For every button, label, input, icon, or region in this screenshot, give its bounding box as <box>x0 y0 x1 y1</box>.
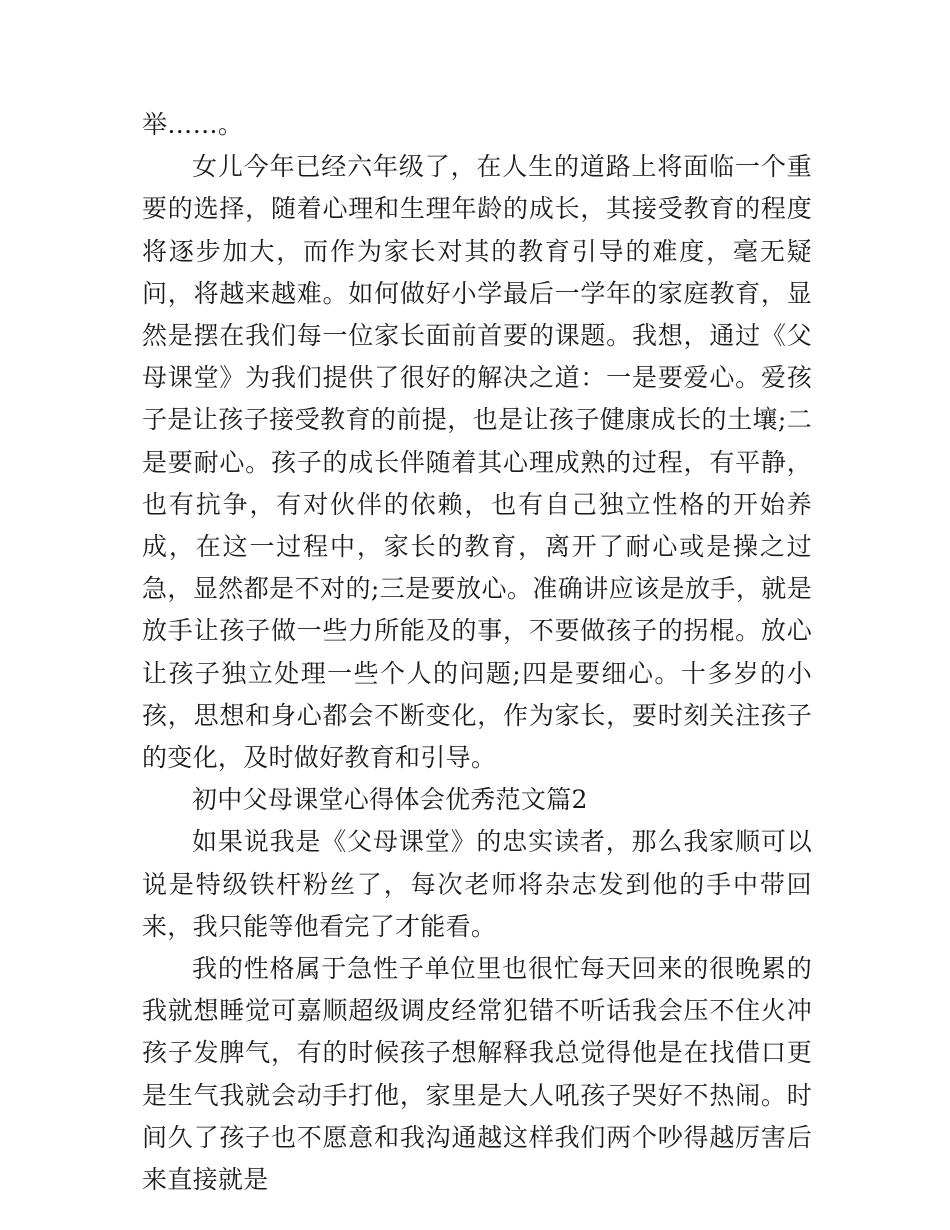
document-body <box>142 104 812 1201</box>
paragraph-loyal-reader: 如果说我是《父母课堂》的忠实读者，那么我家顺可以说是特级铁杆粉丝了，每次老师将杂志发到他的手中带回来，我只能等他看完了才能看。 <box>142 827 812 941</box>
paragraph-impatient-personality: 我的性格属于急性子单位里也很忙每天回来的很晚累的我就想睡觉可嘉顺超级调皮经常犯错不听话我会压不住火冲孩子发脾气，有的时候孩子想解释我总觉得他是在找借口更是生气我就会动手打他，家里是大人吼孩子哭好不热闹。时间久了孩子也不愿意和我沟通越这样我们两个吵得越厉害后来直接就是 <box>142 954 812 1195</box>
section-heading: 初中父母课堂心得体会优秀范文篇2 <box>192 785 588 815</box>
paragraph-continuation: 举……。 <box>142 110 244 139</box>
paragraph-six-grade-education: 女儿今年已经六年级了，在人生的道路上将面临一个重要的选择，随着心理和生理年龄的成长，其接受教育的程度将逐步加大，而作为家长对其的教育引导的难度，毫无疑问，将越来越难。如何做好小学最后一学年的家庭教育，显然是摆在我们每一位家长面前首要的课题。我想，通过《父母课堂》为我们提供了很好的解决之道：一是要爱心。爱孩子是让孩子接受教育的前提，也是让孩子健康成长的土壤;二是要耐心。孩子的成长伴随着其心理成熟的过程，有平静，也有抗争，有对伙伴的依赖，也有自己独立性格的开始养成，在这一过程中，家长的教育，离开了耐心或是操之过急，显然都是不对的;三是要放心。准确讲应该是放手，就是放手让孩子做一些力所能及的事，不要做孩子的拐棍。放心让孩子独立处理一些个人的问题;四是要细心。十多岁的小孩，思想和身心都会不断变化，作为家长，要时刻关注孩子的变化，及时做好教育和引导。 <box>142 152 812 773</box>
